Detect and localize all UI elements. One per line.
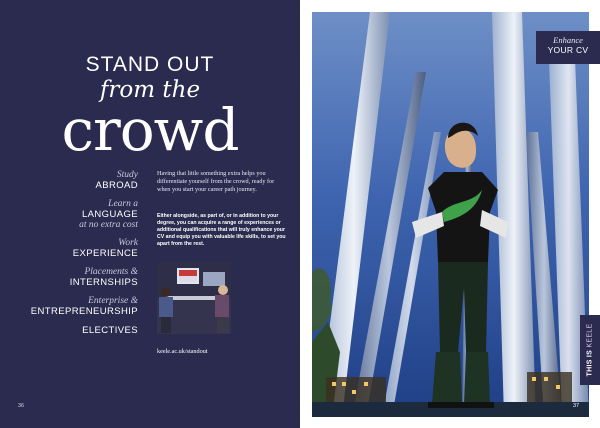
this-is-keele-tab bbox=[580, 315, 600, 385]
topic-title: LANGUAGE bbox=[82, 209, 138, 220]
topic-electives bbox=[0, 325, 138, 336]
page-number-left: 36 bbox=[18, 403, 25, 409]
topic-script: Placements & bbox=[84, 267, 138, 277]
topic-script: Learn a bbox=[108, 199, 138, 209]
headline-line-3: crowd bbox=[61, 96, 239, 164]
detail-paragraph: Either alongside, as part of, or in addition to your degree, you can acquire a range of experiences or additional qualifications that will truly enhance your CV and equip you with valuable life skills, to set you apart from the rest. bbox=[157, 213, 286, 247]
badge-caps: YOUR CV bbox=[547, 45, 589, 55]
topic-script: Work bbox=[118, 238, 138, 248]
topic-entrepreneurship bbox=[0, 296, 138, 317]
students-photo-illustration bbox=[157, 262, 231, 334]
topic-title: ABROAD bbox=[95, 180, 138, 191]
headline bbox=[0, 53, 300, 164]
headline-line-1: STAND OUT bbox=[85, 53, 215, 76]
topic-script: Enterprise & bbox=[88, 296, 138, 306]
web-link[interactable]: keele.ac.uk/standout bbox=[157, 348, 208, 355]
page-gutter bbox=[300, 0, 312, 428]
topic-title: INTERNSHIPS bbox=[69, 277, 138, 288]
badge-script: Enhance bbox=[553, 35, 583, 45]
topic-language bbox=[0, 199, 138, 230]
student-among-pillars-photo bbox=[312, 12, 589, 417]
topic-title: ELECTIVES bbox=[82, 325, 138, 336]
topic-title: ENTREPRENEURSHIP bbox=[30, 306, 138, 317]
headline-line-2: from the bbox=[99, 77, 201, 103]
topic-study-abroad bbox=[0, 170, 138, 191]
topic-list bbox=[0, 170, 138, 344]
topic-work-experience bbox=[0, 238, 138, 259]
intro-paragraph: Having that little something extra helps you differentiate yourself from the crowd, ready for when you start your career path journey. bbox=[157, 170, 275, 193]
students-photo bbox=[157, 262, 231, 334]
page-number-right: 37 bbox=[573, 403, 580, 409]
tab-label bbox=[587, 324, 594, 377]
topic-internships bbox=[0, 267, 138, 288]
right-page-photo bbox=[312, 12, 589, 417]
topic-script-after: at no extra cost bbox=[79, 220, 138, 230]
tab-prefix: THIS IS bbox=[586, 349, 594, 377]
topic-script: Study bbox=[116, 170, 138, 180]
enhance-cv-badge bbox=[536, 31, 600, 64]
topic-title: EXPERIENCE bbox=[72, 248, 138, 259]
tab-brand: KEELE bbox=[586, 323, 594, 348]
